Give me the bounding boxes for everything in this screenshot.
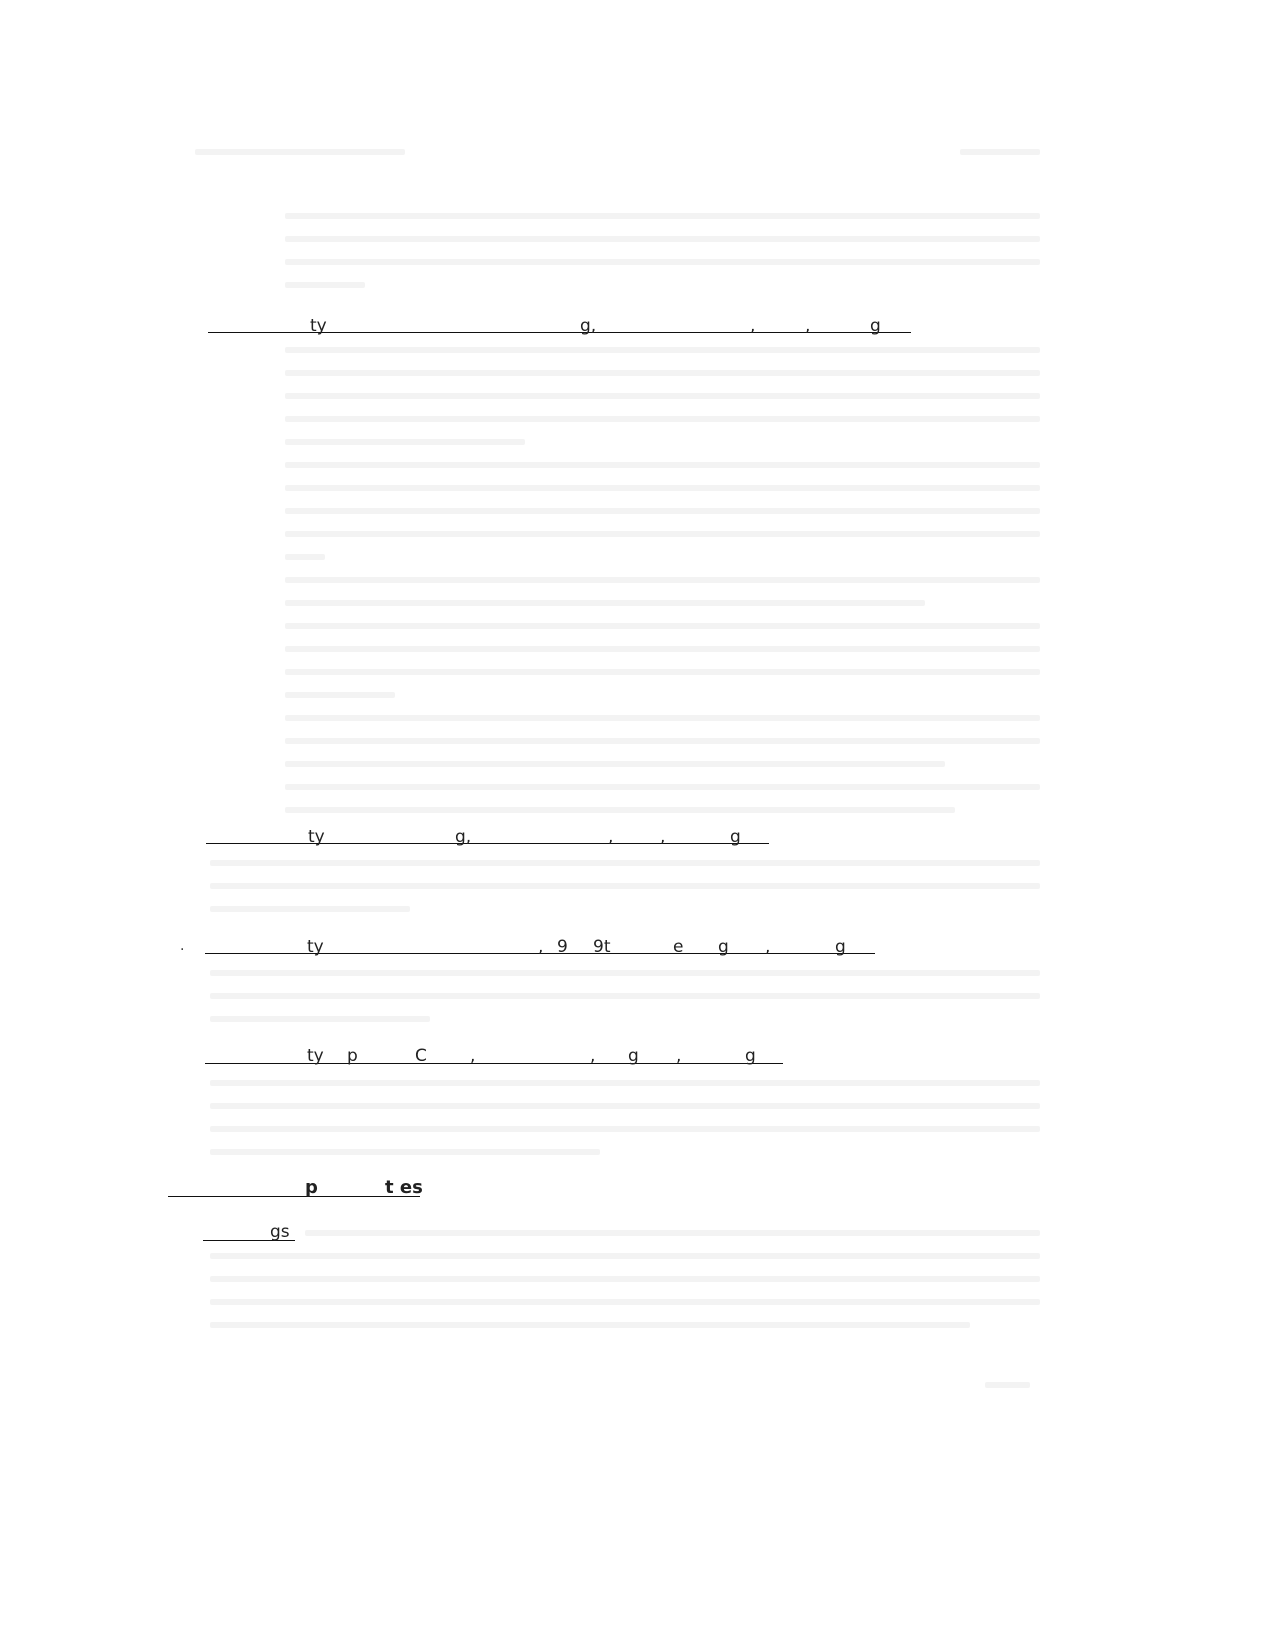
faint-header-right [960,149,1040,155]
faint-text-line [285,282,365,288]
faint-text-line [210,970,1040,976]
heading-3-fragment: 9 [557,937,568,957]
heading-3-fragment: , [765,937,771,957]
faint-text-line [285,738,1040,744]
faint-text-line [285,761,945,767]
faint-text-line [285,462,1040,468]
faint-text-line [285,577,1040,583]
faint-text-line [210,860,1040,866]
faint-text-line [285,347,1040,353]
faint-text-line [285,236,1040,242]
faint-text-line [210,1149,600,1155]
heading-4-fragment: ty [307,1046,324,1066]
heading-3-fragment: 9t [593,937,611,957]
faint-text-line [210,1103,1040,1109]
heading-1-fragment: , [750,316,756,336]
heading-3-fragment: g [718,937,729,957]
heading-1-fragment: g [870,316,881,336]
faint-text-line [285,531,1040,537]
faint-text-line [285,213,1040,219]
faint-text-line [285,370,1040,376]
faint-text-line [285,554,325,560]
heading-2-underline [206,843,769,844]
faint-text-line [285,600,925,606]
faint-text-line [210,1322,970,1328]
heading-5-underline [168,1196,420,1197]
heading-4-fragment: g [628,1046,639,1066]
heading-2-fragment: ty [308,827,325,847]
heading-1-fragment: , [805,316,811,336]
heading-4-fragment: , [676,1046,682,1066]
heading-4-fragment: p [347,1046,358,1066]
heading-1-fragment: g, [580,316,597,336]
faint-text-line [210,1253,1040,1259]
faint-text-line [285,393,1040,399]
faint-text-line [210,1016,430,1022]
faint-text-line [285,807,955,813]
heading-3-fragment: e [673,937,684,957]
heading-2-fragment: , [608,827,614,847]
faint-text-line [285,784,1040,790]
heading-3-fragment: g [835,937,846,957]
faint-text-line [285,669,1040,675]
heading-4-underline [205,1063,783,1064]
heading-5-fragment: p [305,1177,318,1198]
faint-text-line [305,1230,1040,1236]
heading-6-fragment: gs [270,1222,290,1242]
heading-3-fragment: , [538,937,544,957]
heading-4-fragment: , [590,1046,596,1066]
faint-text-line [210,1126,1040,1132]
heading-3-bullet: . [180,938,185,954]
faint-text-line [285,416,1040,422]
heading-4-fragment: C [415,1046,427,1066]
faint-text-line [210,883,1040,889]
heading-2-fragment: g [730,827,741,847]
heading-5-fragment: t es [385,1177,423,1198]
faint-text-line [210,1276,1040,1282]
faint-text-line [210,993,1040,999]
faint-text-line [285,646,1040,652]
faint-text-line [285,485,1040,491]
faint-text-line [285,508,1040,514]
faint-text-line [210,1299,1040,1305]
faint-page-number [985,1382,1030,1388]
faint-text-line [285,259,1040,265]
heading-4-fragment: g [745,1046,756,1066]
faint-text-line [285,715,1040,721]
faint-text-line [285,623,1040,629]
heading-2-fragment: g, [455,827,472,847]
heading-3-fragment: ty [307,937,324,957]
faint-text-line [285,439,525,445]
faint-text-line [210,906,410,912]
heading-1-fragment: ty [310,316,327,336]
heading-2-fragment: , [660,827,666,847]
faint-header-left [195,149,405,155]
heading-4-fragment: , [470,1046,476,1066]
faint-text-line [210,1080,1040,1086]
faint-text-line [285,692,395,698]
